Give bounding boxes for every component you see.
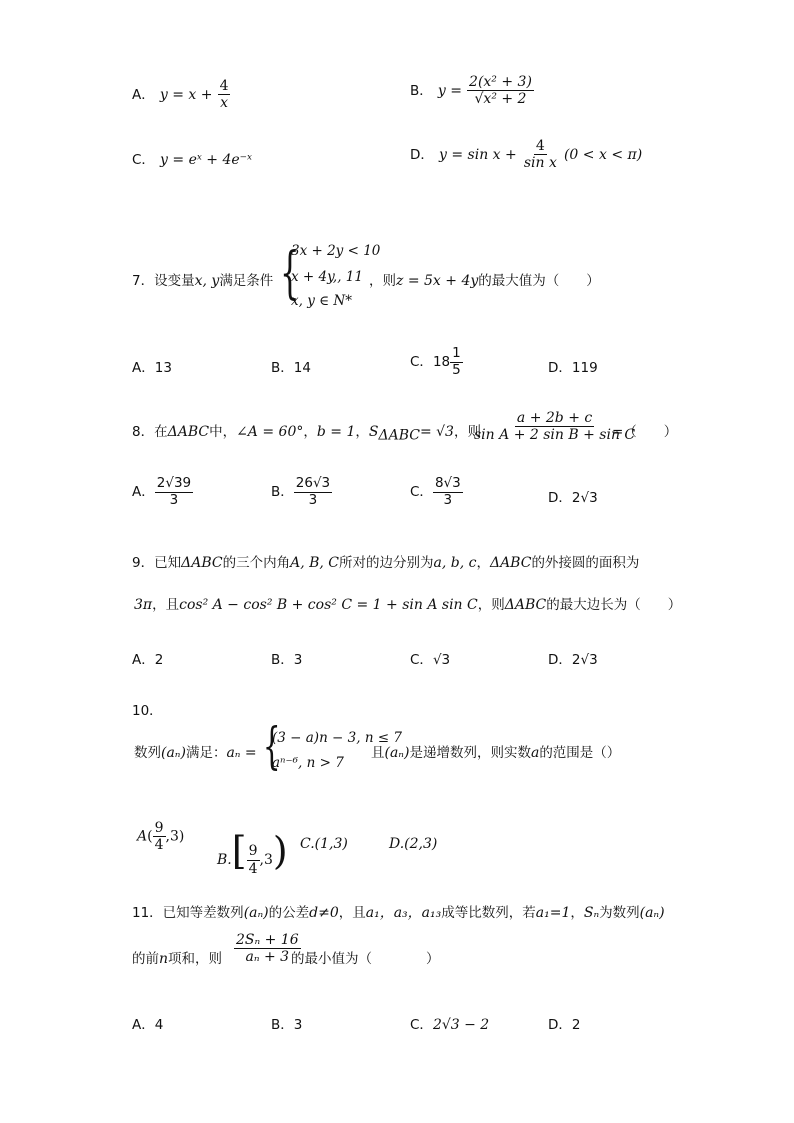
q7-brace: {: [280, 241, 300, 306]
q8-stem: [132, 420, 481, 444]
q7-c-fraction: [450, 346, 463, 378]
q10-b-close-paren: ): [272, 829, 288, 873]
q7-objective: z = 5x + 4y: [396, 273, 479, 289]
q7-a-label: A．: [132, 360, 155, 376]
q9-l2-area: 3π: [134, 597, 153, 613]
q11-d-value: 2: [571, 1017, 581, 1033]
q11-seq: (aₙ): [243, 905, 269, 921]
q6-a-den: x: [220, 95, 228, 112]
q7-c-whole: 18: [432, 354, 451, 371]
q8-text1: 中，: [209, 424, 237, 440]
q6-option-c-label: C．: [132, 152, 155, 168]
q8-c-num: 8√3: [434, 475, 461, 491]
q10-an: aₙ =: [226, 745, 257, 761]
q6-d-num: 4: [535, 138, 545, 154]
q10-case2: aⁿ⁻⁶, n > 7: [272, 755, 344, 771]
q6-option-b-label: B．: [410, 83, 433, 100]
q8-a-num: 2√39: [156, 475, 192, 491]
q9-line2: [134, 593, 681, 613]
q8-a-fraction: [155, 476, 193, 508]
q11-l1b: 的公差: [268, 905, 310, 921]
q10-option-c: C.(1,3): [300, 836, 348, 852]
q8-option-d: [548, 486, 598, 506]
q11-option-b: [271, 1013, 302, 1033]
q9-a-value: 2: [154, 652, 164, 668]
q6-option-d-label: D．: [410, 147, 434, 164]
q8-b-den: 3: [308, 491, 318, 508]
q8-a-label: A．: [132, 484, 155, 501]
q11-l1d: 成等比数列，若: [441, 905, 536, 921]
q11-a-label: A．: [132, 1017, 155, 1033]
q9-l1-sides: a, b, c: [433, 555, 477, 571]
q11-l1f: 为数列: [599, 905, 640, 921]
q6-option-d: [410, 138, 642, 171]
q9-l1d: ，: [476, 555, 490, 571]
q7-stem-start: [132, 269, 273, 289]
q11-b-label: B．: [271, 1017, 294, 1033]
q11-seq2: (aₙ): [639, 905, 665, 921]
q9-option-d: [548, 648, 598, 668]
q9-l2c: 的最大边长为（ ）: [546, 597, 682, 613]
q6-option-a-label: A．: [132, 87, 155, 104]
q10-text2: 满足：: [185, 745, 227, 761]
q6-option-c: [132, 148, 252, 168]
q7-d-label: D．: [548, 360, 572, 376]
q8-area-lhs: S: [368, 424, 379, 440]
q7-b-value: 14: [293, 360, 311, 376]
q6-d-den: sin x: [523, 155, 557, 172]
q7-option-b: [271, 356, 311, 376]
q10-b-num: 9: [248, 843, 258, 860]
q9-option-c: [410, 648, 450, 668]
q7-text-mid: 满足条件: [219, 273, 274, 289]
q6-a-num: 4: [219, 78, 229, 94]
q10-text1: 数列: [134, 745, 161, 761]
q10-option-b: [217, 829, 288, 877]
q9-b-label: B．: [271, 652, 294, 668]
q11-l2a: 的前: [132, 951, 159, 967]
q10-stem-end: [371, 741, 620, 761]
q6-b-num: 2(x² + 3): [469, 74, 532, 90]
q9-b-value: 3: [293, 652, 303, 668]
q9-l1b: 的三个内角: [222, 555, 291, 571]
q7-text-end: 的最大值为（ ）: [478, 273, 600, 289]
q9-d-value: 2√3: [571, 652, 598, 668]
q10-b-open-bracket: [: [231, 829, 247, 873]
q6-option-a: [132, 78, 230, 111]
q8-sep2: ，: [355, 424, 369, 440]
q6-option-d-expr: y = sin x +: [439, 147, 517, 164]
q9-l1e: 的外接圆的面积为: [531, 555, 640, 571]
q8-option-c: [410, 476, 463, 508]
q8-angle: ∠A = 60°: [236, 424, 304, 440]
q11-d: d≠0: [309, 905, 339, 921]
q9-d-label: D．: [548, 652, 572, 668]
q11-l1e: ，: [570, 905, 584, 921]
q7-stem-end: [369, 269, 600, 289]
q9-option-b: [271, 648, 302, 668]
q7-cond3: x, y ∈ N*: [291, 293, 352, 309]
q8-option-b: [271, 476, 332, 508]
q7-text-before: 设变量: [154, 273, 195, 289]
q6-option-a-expr: y = x +: [159, 87, 213, 104]
q10-b-label: B.: [217, 852, 232, 868]
q11-frac-den: aₙ + 3: [245, 949, 290, 966]
q10-seq2: (aₙ): [384, 745, 410, 761]
q10-a-den: 4: [154, 837, 164, 854]
q9-l1c: 所对的边分别为: [339, 555, 434, 571]
q11-c-value: 2√3 − 2: [432, 1017, 490, 1033]
q10-brace: {: [263, 717, 281, 775]
q7-text-after: ，则: [369, 273, 396, 289]
q10-b-den: 4: [248, 860, 258, 877]
q8-frac-den: sin A + 2 sin B + sin C: [474, 427, 636, 444]
q11-a-value: 4: [154, 1017, 164, 1033]
q11-sn: Sₙ: [583, 905, 600, 921]
q6-option-b-fraction: [467, 74, 534, 107]
q11-l1c: ，且: [338, 905, 366, 921]
q8-sep1: ，: [303, 424, 317, 440]
q11-b-value: 3: [293, 1017, 303, 1033]
q11-line2-start: [132, 947, 222, 967]
q6-option-b-expr: y =: [437, 83, 462, 100]
q6-b-den: √x² + 2: [474, 91, 527, 108]
q10-option-d: D.(2,3): [389, 836, 438, 852]
q8-triangle: ΔABC: [167, 424, 210, 440]
q10-b-fraction: [247, 843, 260, 876]
q8-tail: =（ ）: [612, 424, 678, 440]
q6-option-b: [410, 74, 534, 107]
q10-text3: 且: [371, 745, 385, 761]
q8-b-fraction: [294, 476, 332, 508]
q11-c-label: C．: [410, 1017, 433, 1033]
q7-option-d: [548, 356, 598, 376]
q11-line1: [132, 901, 665, 922]
q9-l2b: ，则: [477, 597, 505, 613]
q8-d-label: D．: [548, 490, 572, 506]
q11-frac-num: 2Sₙ + 16: [236, 932, 299, 948]
q10-a-num: 9: [154, 820, 164, 836]
q11-line2-end: 的最小值为（ ）: [291, 951, 440, 967]
q10-b-close: ,3: [259, 852, 273, 868]
q10-text4: 是递增数列，则实数: [409, 745, 531, 761]
q6-option-d-tail: (0 < x < π): [563, 147, 643, 164]
q6-option-a-fraction: [218, 78, 231, 111]
q10-seq: (aₙ): [161, 745, 186, 761]
q7-cond1: 3x + 2y < 10: [291, 243, 381, 259]
q7-a-value: 13: [154, 360, 172, 376]
q7-number: 7．: [132, 273, 155, 289]
q8-area-rhs: = √3: [419, 424, 454, 440]
q10-a-label: A: [137, 828, 148, 845]
q10-option-a: [137, 820, 184, 853]
q11-l2b: 项和，则: [168, 951, 223, 967]
q9-l2-tri: ΔABC: [504, 597, 547, 613]
q7-c-den: 5: [452, 361, 461, 378]
q7-vars: x, y: [194, 273, 220, 289]
q9-l2a: ，且: [152, 597, 180, 613]
q8-c-fraction: [433, 476, 463, 508]
q10-case1: (3 − a)n − 3, n ≤ 7: [272, 730, 403, 746]
q8-a-den: 3: [169, 491, 179, 508]
q11-d-label: D．: [548, 1017, 572, 1033]
q8-text2: ，则: [453, 424, 481, 440]
q9-c-value: √3: [432, 652, 451, 668]
q7-cond2: x + 4y,, 11: [291, 269, 363, 285]
q7-option-c: [410, 346, 463, 378]
q11-option-d: [548, 1013, 581, 1033]
q6-option-c-expr: y = eˣ + 4e⁻ˣ: [160, 152, 253, 168]
q7-option-a: [132, 356, 172, 376]
q8-option-a: [132, 476, 193, 508]
q10-a-open: (: [147, 828, 153, 845]
q9-c-label: C．: [410, 652, 433, 668]
q6-option-d-fraction: [522, 138, 559, 171]
q8-c-den: 3: [443, 491, 453, 508]
q9-l1-angles: A, B, C: [290, 555, 339, 571]
q11-terms: a₁，a₃，a₁₃: [365, 905, 442, 921]
q10-a-close: ,3): [165, 828, 185, 845]
q7-b-label: B．: [271, 360, 294, 376]
q8-d-value: 2√3: [571, 490, 598, 506]
q7-d-value: 119: [571, 360, 598, 376]
q11-a1: a₁=1: [535, 905, 571, 921]
q10-number: 10．: [132, 703, 163, 719]
q11-option-c: [410, 1013, 489, 1033]
q11-option-a: [132, 1013, 163, 1033]
q10-a-fraction: [153, 820, 166, 853]
q8-c-label: C．: [410, 484, 433, 501]
q7-c-label: C．: [410, 354, 433, 371]
q9-option-a: [132, 648, 163, 668]
q9-l1a: 9．已知: [132, 555, 182, 571]
q9-l1-tri: ΔABC: [181, 555, 223, 571]
q10-var: a: [530, 745, 540, 761]
q10-text5: 的范围是（）: [539, 745, 621, 761]
q9-l2-eq: cos² A − cos² B + cos² C = 1 + sin A sin C: [179, 597, 478, 613]
q9-line1: [132, 551, 639, 571]
q8-b-num: 26√3: [295, 475, 331, 491]
q11-n: n: [159, 951, 169, 967]
q9-a-label: A．: [132, 652, 155, 668]
q8-b-label: B．: [271, 484, 294, 501]
q8-b: b = 1: [316, 424, 356, 440]
q8-frac-num: a + 2b + c: [516, 410, 593, 426]
q8-area-sub: ΔABC: [378, 427, 420, 444]
q10-stem-start: [134, 741, 257, 761]
q7-c-num: 1: [452, 345, 461, 361]
q11-l1: 11．已知等差数列: [132, 905, 244, 921]
q8-number: 8．在: [132, 424, 168, 440]
q9-l1-tri2: ΔABC: [489, 555, 532, 571]
